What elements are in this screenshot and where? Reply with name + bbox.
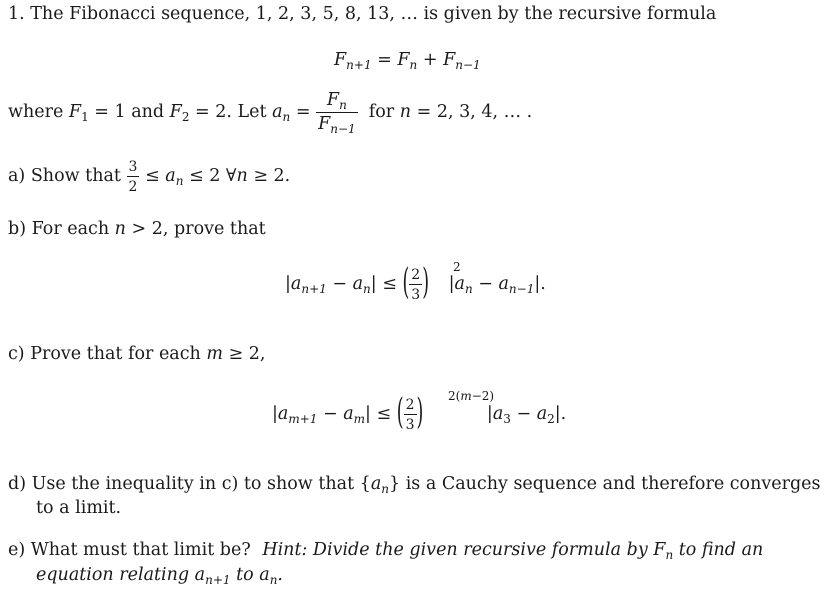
part-a: a) Show that $\frac{3}{2}$ ≤ $a_n \le 2$ ∀n ≥ 2. [8,159,291,195]
ratio-fraction: $\frac{F_n}{F_{n-1}}$ [318,90,356,136]
recursive-formula: $F_{n+1} = F_n + F_{n-1}$ [334,50,481,72]
part-d-line1: d) Use the inequality in c) to show that $\{a_n\}$ is a Cauchy sequence and therefore converges [8,474,821,496]
part-e-line1: e) What must that limit be? Hint: Divide the given recursive formula by $F_n$ to find an [8,540,764,562]
part-b-text: b) For each n > 2, prove that [8,219,266,239]
part-b-formula: $|a_{n+1} - a_n|$ ≤ ( $\frac{2}{3}$ ) 2 $|a_n - a_{n-1}|$. [285,260,546,304]
definition-line: where $F_1 = 1$ and $F_2 = 2$. Let $a_n$ = $\frac{F_n}{F_{n-1}}$ for n = 2, 3, 4, … . [8,90,533,136]
three-halves-fraction: $\frac{3}{2}$ [128,159,138,195]
problem-intro: 1. The Fibonacci sequence, 1, 2, 3, 5, 8, 13, … is given by the recursive formula [8,4,717,24]
part-e-line2: equation relating $a_{n+1}$ to $a_n$. [36,565,283,587]
part-c-formula: $|a_{m+1} - a_m|$ ≤ ( $\frac{2}{3}$ ) 2(m−2) $|a_3 - a_2|$. [272,389,567,434]
part-c-text: c) Prove that for each m ≥ 2, [8,344,266,364]
part-d-line2: to a limit. [36,498,122,518]
